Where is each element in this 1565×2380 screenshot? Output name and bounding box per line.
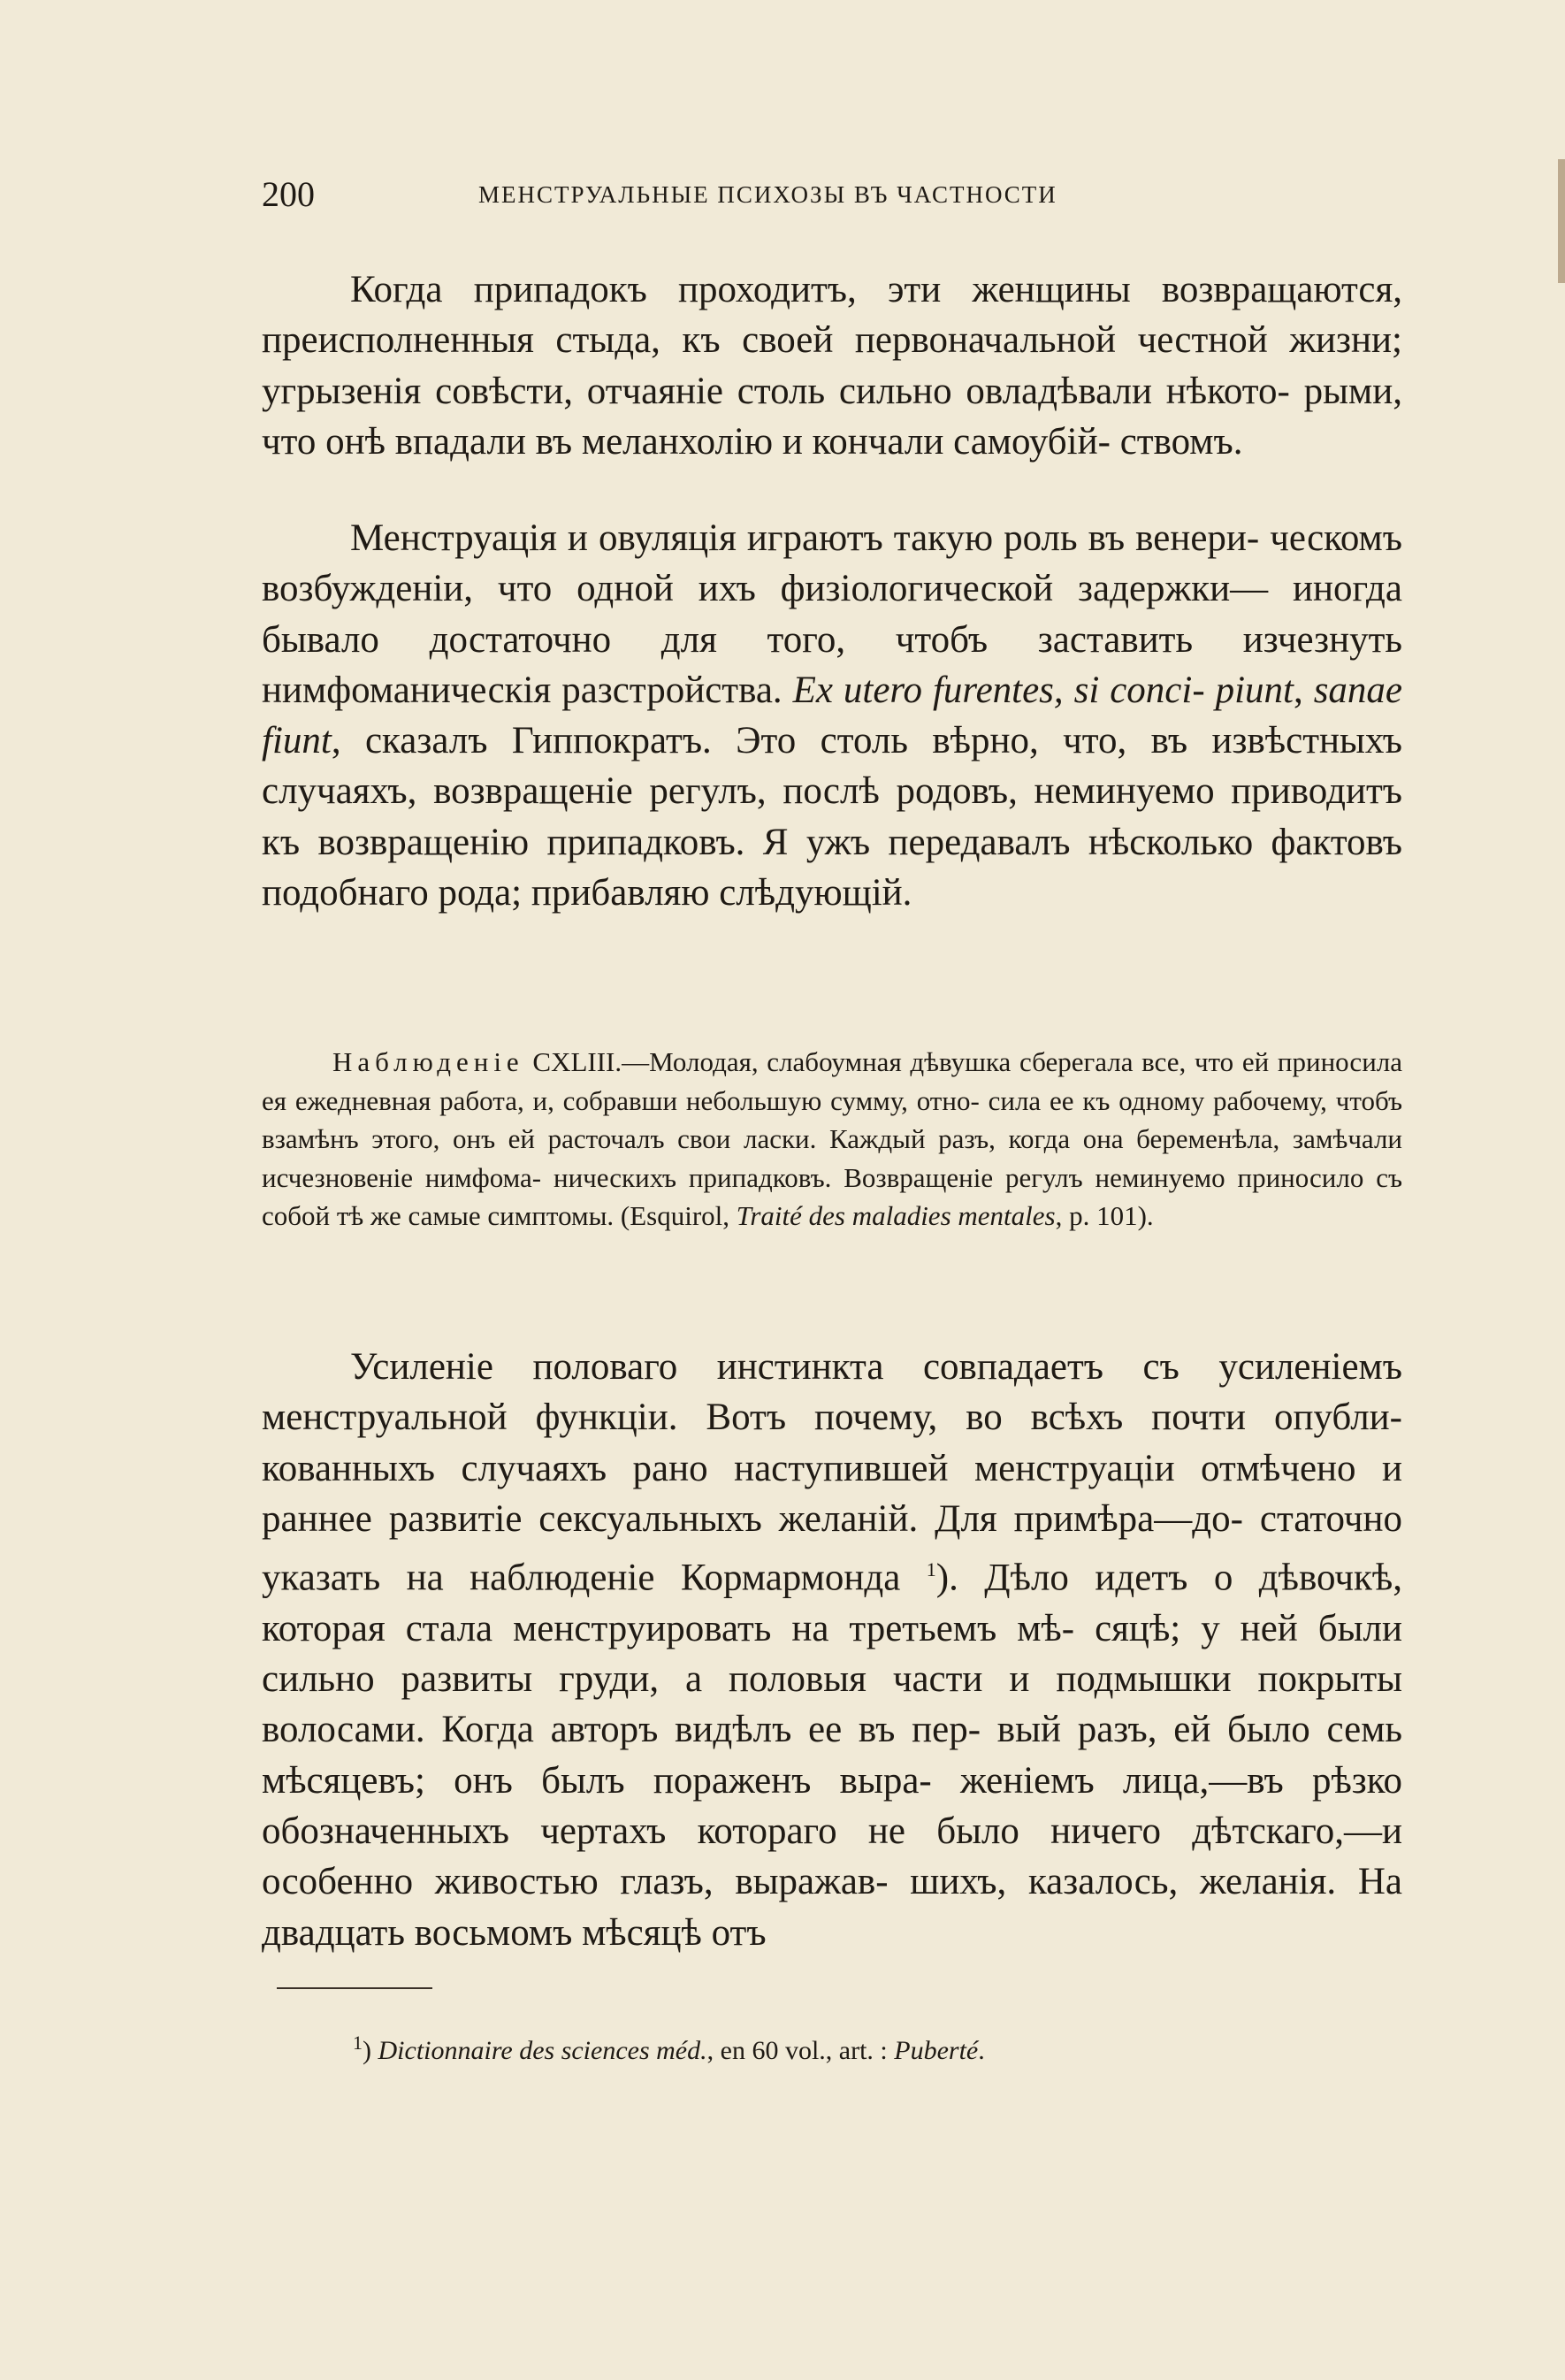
observation-number: CXLIII. (532, 1046, 622, 1077)
obs-line-2: что ей приносила ея ежедневная работа, и, собравши небольшую сумму, отно- (262, 1046, 1403, 1116)
p3-line-1: Усиленіе половаго инстинкта совпадаетъ съ усиленіемъ (350, 1346, 1402, 1388)
footnote-marker: 1 (353, 2032, 363, 2054)
footnote-details: , en 60 vol., art. : (706, 2036, 895, 2065)
footnote-end: . (978, 2036, 985, 2065)
footnote-article: Puberté (894, 2036, 979, 2065)
p3-line-10: женіемъ лица,—въ рѣзко обозначенныхъ чертахъ котораго не (262, 1759, 1402, 1852)
footnote-ref: 1 (926, 1558, 936, 1581)
paragraph-1-text (262, 264, 1402, 467)
obs-line-5: ническихъ припадковъ. Возвращеніе регулъ неминуемо приносило съ собой (262, 1161, 1403, 1231)
p1-line-1: Когда припадокъ проходитъ, эти женщины возвращаются, (350, 269, 1402, 310)
separator: , (1294, 669, 1314, 711)
paragraph-2-text (262, 513, 1402, 918)
obs-line-1: —Молодая, слабоумная дѣвушка сберегала все, (622, 1046, 1187, 1077)
running-head: МЕНСТРУАЛЬНЫЕ ПСИХОЗЫ ВЪ ЧАСТНОСТИ (478, 181, 1057, 208)
obs-line-6: тѣ же самые симптомы. (Esquirol, (336, 1200, 737, 1231)
p3-line-6: о дѣвочкѣ, которая стала менструировать на третьемъ мѣ- (262, 1557, 1402, 1649)
p3-line-3: кованныхъ случаяхъ рано наступившей менструаціи отмѣчено (262, 1447, 1356, 1489)
p3-line-5-end: ). Дѣло идетъ (935, 1557, 1188, 1599)
p2-line-2: ческомъ возбужденіи, что одной ихъ физіологической задержки— (262, 517, 1402, 610)
paragraph-3 (262, 1342, 1402, 1958)
footnote-rule (277, 1987, 432, 1989)
footnote-paren: ) (363, 2036, 378, 2065)
footnote-source: Dictionnaire des sciences méd. (378, 2036, 707, 2065)
p1-line-4: рыми, что онѣ впадали въ меланхолію и кончали самоубій- (262, 370, 1402, 463)
footnote (353, 2032, 985, 2066)
p3-line-7: сяцѣ; у ней были сильно развиты груди, а половыя части и (262, 1607, 1402, 1701)
p1-line-2: преисполненныя стыда, къ своей первоначальной честной жизни; (262, 319, 1402, 362)
citation-title: Traité des maladies mentales (736, 1200, 1056, 1231)
p2-line-9: слѣдующій. (719, 872, 912, 915)
paragraph-3-text (262, 1342, 1402, 1958)
latin-quote-2: piunt (1215, 669, 1294, 711)
obs-line-4: ласки. Каждый разъ, когда она беременѣла, замѣчали исчезновеніе нимфома- (262, 1123, 1402, 1193)
p2-line-3: иногда бывало достаточно для того, чтобъ заставить изчезнуть (262, 568, 1402, 661)
p2-line-1: Менструація и овуляція играютъ такую роль въ венери- (350, 517, 1260, 559)
latin-quote-1: Ex utero furentes, si conci- (792, 669, 1205, 711)
p1-line-5: ствомъ. (1119, 420, 1243, 463)
p3-line-9: вый разъ, ей было семь мѣсяцевъ; онъ былъ пораженъ выра- (262, 1709, 1403, 1802)
p1-line-3: угрызенія совѣсти, отчаяніе столь сильно овладѣвали нѣкото- (262, 370, 1290, 412)
observation-block (262, 1043, 1402, 1236)
p2-line-4: нимфоманическія разстройства. (262, 669, 793, 711)
paragraph-1 (262, 264, 1402, 467)
page-header (262, 173, 1181, 226)
obs-line-6-end: , p. 101). (1055, 1200, 1154, 1231)
paragraph-2 (262, 513, 1402, 918)
observation-label: Наблюденіе (332, 1046, 524, 1077)
p2-line-6: въ извѣстныхъ случаяхъ, возвращеніе регулъ, послѣ родовъ, (262, 720, 1403, 813)
p3-line-2: менструальной функціи. Вотъ почему, во всѣхъ почти опубли- (262, 1397, 1402, 1439)
p2-line-7: неминуемо приводитъ къ возвращенію припадковъ. Я ужъ (262, 770, 1402, 863)
page-edge-stain (1558, 159, 1565, 283)
latin-quote-3: sanae fiunt (262, 669, 1403, 762)
p2-line-8: передавалъ нѣсколько фактовъ подобнаго рода; прибавляю (262, 821, 1403, 915)
p3-line-5: статочно указать на наблюденіе Кормармонда (262, 1497, 1403, 1599)
p3-line-8: подмышки покрыты волосами. Когда авторъ видѣлъ ее въ пер- (262, 1658, 1402, 1751)
p3-line-12: шихъ, казалось, желанія. На двадцать восьмомъ мѣсяцѣ отъ (262, 1861, 1403, 1954)
p2-line-5: , сказалъ Гиппократъ. Это столь вѣрно, что, (331, 720, 1127, 762)
p3-line-4: и раннее развитіе сексуальныхъ желаній. Для примѣра—до- (262, 1447, 1402, 1540)
page-number: 200 (262, 174, 315, 214)
p3-line-11: было ничего дѣтскаго,—и особенно живостью глазъ, выражав- (262, 1810, 1402, 1903)
obs-line-3: сила ее къ одному рабочему, чтобъ взамѣнъ этого, онъ ей расточалъ свои (262, 1084, 1402, 1154)
